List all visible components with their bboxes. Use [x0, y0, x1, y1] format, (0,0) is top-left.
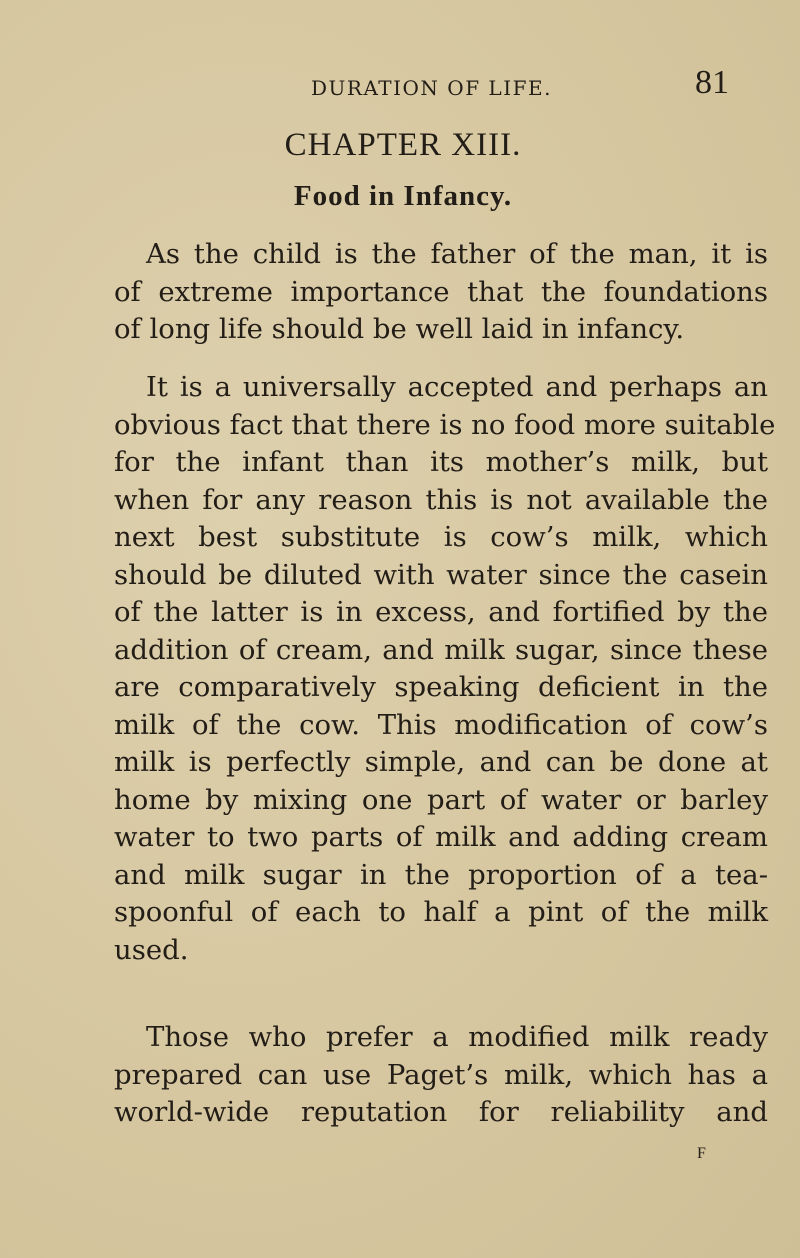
paragraph-2: [114, 369, 776, 969]
text-line: milk of the cow. This modification of cow’s: [114, 708, 768, 741]
text-line: milk is perfectly simple, and can be done at: [114, 746, 768, 778]
page-number: 81: [695, 64, 729, 101]
text-line: are comparatively speaking deficient in the: [114, 671, 768, 703]
text-line: prepared can use Paget’s milk, which has a: [114, 1058, 768, 1091]
text-line: used.: [114, 933, 189, 966]
text-line: and milk sugar in the proportion of a tea-: [114, 858, 768, 891]
text-line: It is a universally accepted and perhaps an: [146, 371, 768, 403]
paragraph-1: [114, 236, 768, 349]
text-line: addition of cream, and milk sugar, since these: [114, 633, 768, 666]
text-line: water to two parts of milk and adding cream: [114, 821, 768, 853]
text-line: next best substitute is cow’s milk, which: [114, 521, 768, 553]
text-line: home by mixing one part of water or barley: [114, 783, 768, 816]
text-line: for the infant than its mother’s milk, but: [114, 446, 768, 478]
text-line: world-wide reputation for reliability and: [114, 1096, 768, 1128]
running-head: DURATION OF LIFE.: [311, 76, 552, 100]
text-line: Those who prefer a modified milk ready: [146, 1021, 768, 1053]
text-line: should be diluted with water since the casein: [114, 558, 768, 591]
text-line: when for any reason this is not available the: [114, 483, 768, 516]
text-line: of long life should be well laid in infancy.: [114, 313, 685, 345]
text-line: of the latter is in excess, and fortified by the: [114, 596, 768, 628]
signature-mark: F: [697, 1145, 706, 1162]
text-line: As the child is the father of the man, it is: [146, 238, 768, 270]
text-line: spoonful of each to half a pint of the milk: [114, 896, 768, 928]
text-line: obvious fact that there is no food more suitable: [114, 408, 776, 441]
section-title: Food in Infancy.: [293, 180, 513, 212]
paragraph-3: [114, 1019, 768, 1132]
chapter-title: CHAPTER XIII.: [284, 127, 522, 163]
text-line: of extreme importance that the foundations: [114, 275, 768, 308]
